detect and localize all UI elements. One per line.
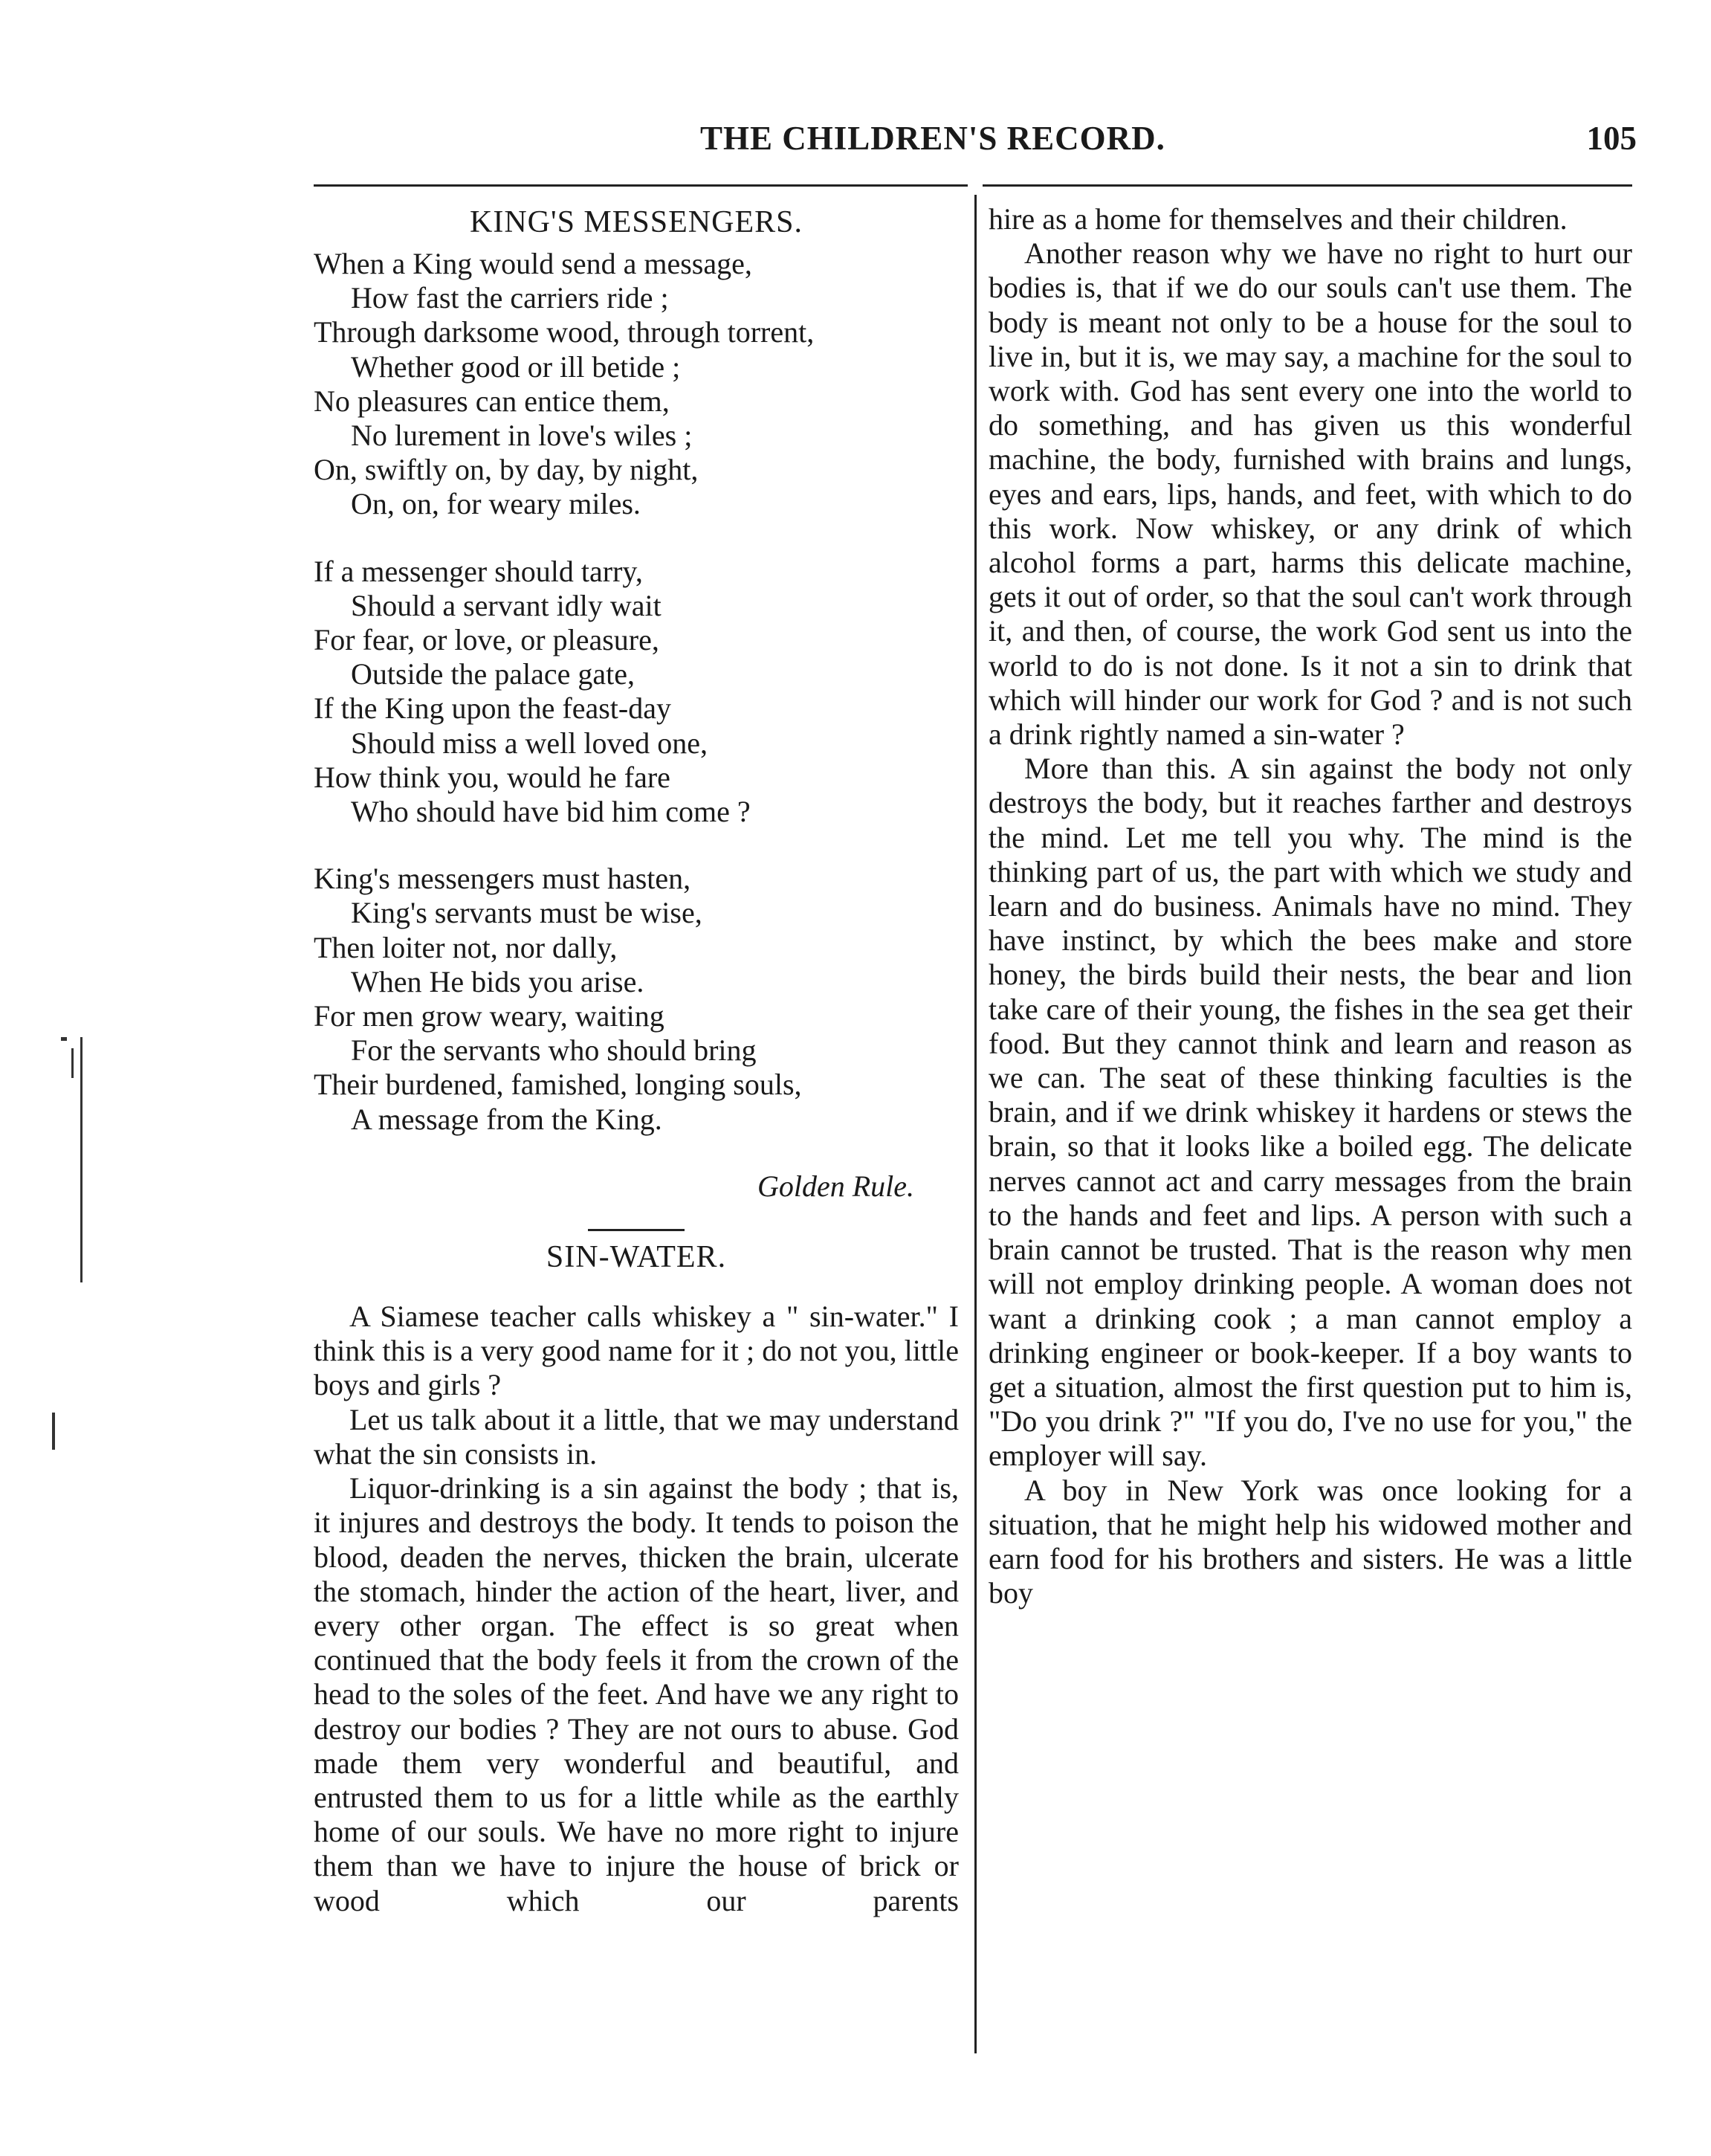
poem-line: Should a servant idly wait [351, 588, 662, 622]
margin-mark [80, 1037, 83, 1282]
page-number: 105 [1586, 120, 1637, 157]
poem-line: For men grow weary, waiting [314, 999, 664, 1033]
poem-line: How think you, would he fare [314, 760, 670, 794]
article-paragraph: A Siamese teacher calls whiskey a " sin-water." I think this is a very good name for it ; do not you, little boys and girls ? [314, 1300, 959, 1402]
poem-line: On, on, for weary miles. [351, 487, 641, 521]
column-divider [974, 195, 977, 2053]
poem-line: No pleasures can entice them, [314, 384, 670, 418]
right-column [989, 202, 1632, 1610]
poem-line: Through darksome wood, through torrent, [314, 315, 815, 349]
poem-line: Outside the palace gate, [351, 657, 635, 691]
margin-mark [61, 1037, 67, 1041]
header-rule-right [983, 184, 1632, 187]
article-paragraph: A boy in New York was once looking for a situation, that he might help his widowed mother and earn food for his brothers and sisters. He was a little boy [989, 1473, 1632, 1610]
poem-line: King's messengers must hasten, [314, 862, 691, 896]
article-paragraph: Liquor-drinking is a sin against the body ; that is, it injures and destroys the body. It tends to poison the blood, deaden the nerves, thicken the brain, ulcerate the stomach, hinder the action of the heart, liver, and every other organ. The effect is so great when continued that the body feels it from the crown of the head to the soles of the feet. And have we any right to destroy our bodies ? They are not ours to abuse. God made them very wonderful and beautiful, and entrusted them to us for a little while as the earthly home of our souls. We have no more right to injure them than we have to injure the house of brick or wood which our parents [314, 1471, 959, 1917]
article-continuation: hire as a home for themselves and their children. [989, 202, 1568, 236]
poem-line: King's servants must be wise, [351, 896, 702, 930]
margin-mark [52, 1413, 55, 1450]
section-rule [588, 1229, 685, 1231]
poem-line: On, swiftly on, by day, by night, [314, 453, 699, 487]
article-paragraph: More than this. A sin against the body not only destroys the body, but it reaches farther and destroys the mind. Let me tell you why. The mind is the thinking part of us, the part with which we study and learn and do business. Animals have no mind. They have instinct, by which the bees make and store honey, the birds build their nests, the bear and lion take care of their young, the fishes in the sea get their food. But they cannot think and learn and reason as we can. The seat of these thinking faculties is the brain, and if we drink whiskey it hardens or stews the brain, so that it looks like a boiled egg. The delicate nerves cannot act and carry messages from the brain to the hands and feet and lips. A person with such a brain cannot be trusted. That is the reason why men will not employ drinking people. A woman does not want a drinking cook ; a man cannot employ a drinking engineer or book-keeper. If a boy wants to get a situation, almost the first question put to him is, "Do you drink ?" "If you do, I've no use for you," the employer will say. [989, 752, 1632, 1473]
header-rule-left [314, 184, 968, 187]
article-paragraph: Let us talk about it a little, that we may understand what the sin consists in. [314, 1402, 959, 1471]
poem-line: For fear, or love, or pleasure, [314, 623, 659, 657]
poem-line: Who should have bid him come ? [351, 795, 751, 829]
poem-attribution: Golden Rule. [757, 1169, 914, 1203]
poem-line: Whether good or ill betide ; [351, 349, 681, 384]
poem-line: If a messenger should tarry, [314, 554, 643, 588]
poem-line: When a King would send a message, [314, 247, 752, 280]
article-title: SIN-WATER. [546, 1240, 727, 1275]
poem-stanza [314, 862, 959, 1137]
poem-line: Then loiter not, nor dally, [314, 930, 618, 964]
poem-line: If the King upon the feast-day [314, 691, 671, 726]
poem-line: When He bids you arise. [351, 964, 644, 998]
poem-title: KING'S MESSENGERS. [470, 205, 803, 239]
article-paragraph: Another reason why we have no right to hurt our bodies is, that if we do our souls can't use them. The body is meant not only to be a house for the soul to live in, but it is, we may say, a machine for the soul to work with. God has sent every one into the world to do something, and has given us this wonderful machine, the body, furnished with brains and lungs, eyes and ears, lips, hands, and feet, with which to do this work. Now whiskey, or any drink of which alcohol forms a part, harms this delicate machine, gets it out of order, so that the soul can't work through it, and then, of course, the work God sent us into the world to do is not done. Is it not a sin to drink that which will hinder our work for God ? and is not such a drink rightly named a sin-water ? [989, 236, 1632, 752]
poem-line: How fast the carriers ride ; [351, 281, 669, 315]
poem-line: A message from the King. [351, 1102, 662, 1136]
running-head [314, 119, 1637, 164]
left-column [314, 202, 959, 1918]
poem-stanza [314, 555, 959, 830]
margin-mark [71, 1048, 74, 1078]
publication-title: THE CHILDREN'S RECORD. [700, 120, 1165, 157]
poem-stanza [314, 247, 959, 522]
poem-line: Should miss a well loved one, [351, 726, 708, 760]
poem-line: For the servants who should bring [351, 1033, 757, 1068]
poem-line: Their burdened, famished, longing souls, [314, 1068, 802, 1102]
poem-line: No lurement in love's wiles ; [351, 419, 693, 453]
